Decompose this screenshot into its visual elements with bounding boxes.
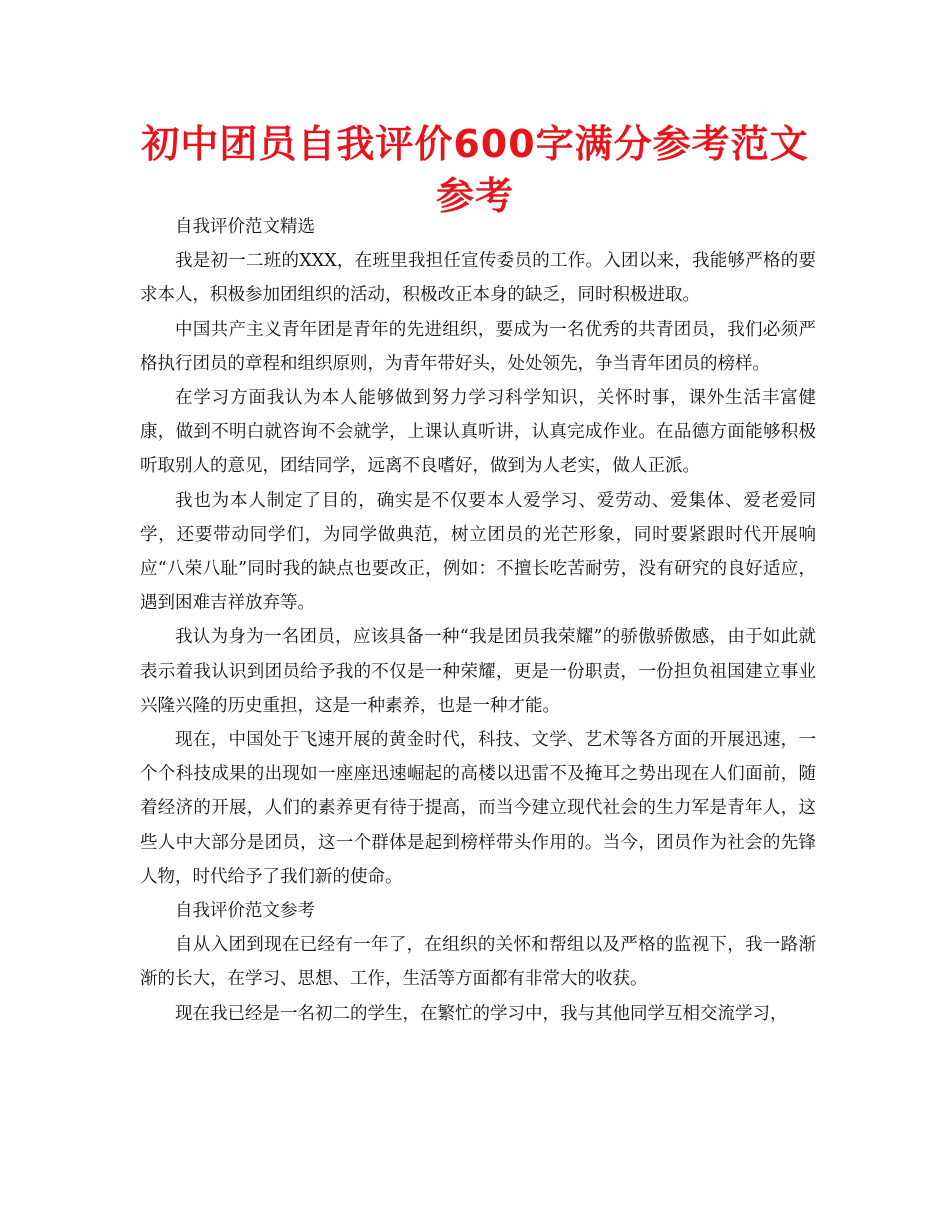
section-heading: 自我评价范文精选 [175,217,315,237]
paragraph: 我也为本人制定了目的，确实是不仅要本人爱学习、爱劳动、爱集体、爱老爱同学，还要带动同学们，为同学做典范，树立团员的光芒形象，同时要紧跟时代开展响应“八荣八耻”同时我的缺点也要改正，例如：不擅长吃苦耐劳，没有研究的良好适应，遇到困难吉祥放弃等。 [140,490,816,614]
paragraph: 现在我已经是一名初二的学生，在繁忙的学习中，我与其他同学互相交流学习， [175,1003,788,1024]
paragraph: 我是初一二班的XXX，在班里我担任宣传委员的工作。入团以来，我能够严格的要求本人，积极参加团组织的活动，积极改正本身的缺乏，同时积极进取。 [140,251,816,306]
paragraph: 在学习方面我认为本人能够做到努力学习科学知识，关怀时事，课外生活丰富健康，做到不明白就咨询不会就学，上课认真听讲，认真完成作业。在品德方面能够积极听取别人的意见，团结同学，远离不良嗜好，做到为人老实，做人正派。 [140,388,816,477]
paragraph: 自从入团到现在已经有一年了，在组织的关怀和帮组以及严格的监视下，我一路渐渐的长大，在学习、思想、工作，生活等方面都有非常大的收获。 [140,935,816,990]
paragraph: 我认为身为一名团员，应该具备一种“我是团员我荣耀”的骄傲骄傲感，由于如此就表示着我认识到团员给予我的不仅是一种荣耀，更是一份职责，一份担负祖国建立事业兴隆兴隆的历史重担，这是一种素养，也是一种才能。 [140,627,816,716]
document-title: 初中团员自我评价600字满分参考范文参考 [141,122,809,218]
paragraph: 中国共产主义青年团是青年的先进组织，要成为一名优秀的共青团员，我们必须严格执行团员的章程和组织原则，为青年带好头，处处领先，争当青年团员的榜样。 [140,319,816,374]
section-heading: 自我评价范文参考 [175,901,315,922]
paragraph: 现在，中国处于飞速开展的黄金时代，科技、文学、艺术等各方面的开展迅速，一个个科技成果的出现如一座座迅速崛起的高楼以迅雷不及掩耳之势出现在人们面前，随着经济的开展，人们的素养更有待于提高，而当今建立现代社会的生力军是青年人，这些人中大部分是团员，这一个群体是起到榜样带头作用的。当今，团员作为社会的先锋人物，时代给予了我们新的使命。 [140,730,816,887]
document-body [140,210,816,1031]
